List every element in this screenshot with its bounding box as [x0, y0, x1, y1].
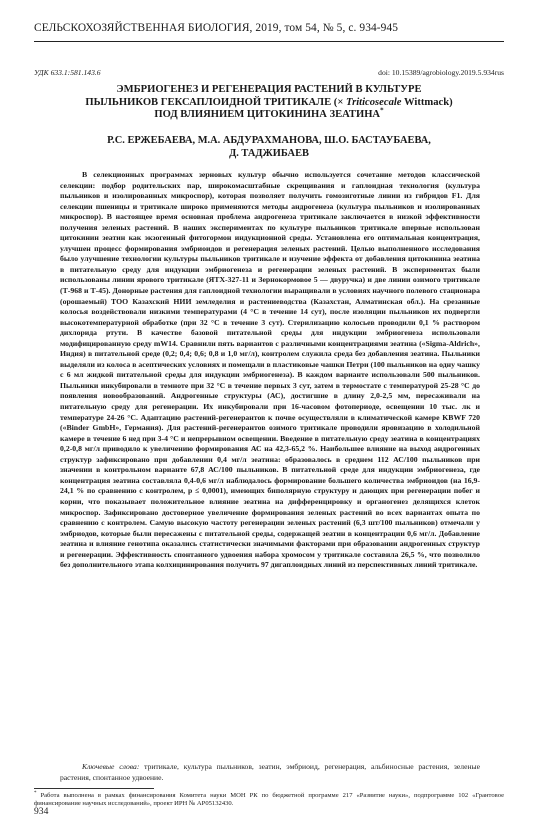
header-divider: [34, 41, 504, 42]
doi-link[interactable]: doi: 10.15389/agrobiology.2019.5.934rus: [378, 68, 504, 77]
article-title: [34, 84, 504, 122]
title-latin-name: Triticosecale: [346, 96, 402, 108]
udk-code: УДК 633.1:581.143.6: [34, 68, 101, 77]
keywords: [60, 762, 480, 783]
abstract-text: В селекционных программах зерновых культур обычно используется сочетание методов классической селекции: подбор родительских пар, широкомасштабные скрещивания и гаплоидная технология (культура пыльников и изолированных микроспор), которая позволяет получить гомозиготные линии из гибридов F1. Для селекции пшеницы и тритикале широко применяются методы андрогенеза (культура пыльников и изолированных микроспор). В настоящее время основная проблема андрогенеза тритикале заключается в низкой эффективности получения зеленых растений. В наших экспериментах по культуре пыльников тритикале впервые использован цитокинин зеатин как экзогенный фитогормон индукционной среды. Установлена его оптимальная концентрация, улучшен процесс формирования эмбриоидов и регенерация зеленых растений. Целью выполненного исследования было улучшение технологии культуры пыльников тритикале и изучение эффекта от добавления цитокинина зеатина в питательную среду для индукции эмбриогенеза и регенерации зеленых растений. В экспериментах были использованы линии ярового тритикале (ЯТХ-327-11 и Зернокормовое 5 — двуручка) и две линии озимого тритикале (Т-968 и Т-45). Донорные растения для гаплоидной технологии выращивали в условиях научного полевого стационара (орошаемый) ТОО Казахский НИИ земледелия и растениеводства (Казахстан, Алматинская обл.). На срезанные колосья воздействовали низкими температурами (4 °С в течение 14 сут), после изоляции пыльников их подвергли высокотемпературной обработке (при 32 °С в течение 3 сут). Стерилизацию колосьев проводили 0,1 % раствором дихлорида ртути. В качестве базовой питательной среды для индукции эмбриогенеза использовали модифицированную среду mW14. Сравнили пять вариантов с различными концентрациями зеатина («Sigma-Aldrich», Индия) в питательной среде (0,2; 0,4; 0,6; 0,8 и 1,0 мг/л), контролем служила среда без добавления зеатина. Пыльники выделяли из колоса в асептических условиях и помещали в пластиковые чашки Петри (100 пыльников на одну чашку с 6 мл жидкой питательной среды для индукции эмбриогенеза). В каждом варианте использовали 500 пыльников. Пыльники инкубировали в темноте при 32 °С в течение первых 3 сут, затем в термостате с температурой 25-28 °С до появления новообразований. Андрогенные структуры (АС), достигшие в длину 2,0-2,5 мм, пересаживали на питательную среду для регенерации. Их инкубировали при 16-часовом фотопериоде, освещении 10 тыс. лк и температуре 24-26 °С. Адаптацию растений-регенерантов к почве осуществляли в климатической камере KBWF 720 («Binder GmbH», Германия). Для растений-регенерантов озимого тритикале проводили яровизацию в холодильной камере в течение 6 нед при 3-4 °С и непрерывном освещении. Введение в питательную среду зеатина в концентрациях 0,2-0,8 мг/л приводило к увеличению формирования АС на 42,3-65,2 %. Наибольшее влияние на выход андрогенных структур зафиксировано при добавлении 0,4 мг/л зеатина: образовалось в среднем 112 АС/100 пыльников при значении в контрольном варианте 67,8 АС/100 пыльников. В питательной среде для индукции эмбриогенеза, где концентрация зеатина составляла 0,4-0,6 мг/л наблюдалось формирование большего количества эмбриоидов (на 16,9-24,1 % по сравнению с контролем, p ≤ 0,0001), имеющих биполярную структуру и дающих при регенерации побег и корни, что показывает положительное влияние зеатина на дифференцировку и органогенез делящихся клеток микроспор. Зафиксировано достоверное увеличение формирования зеленых растений во всех вариантах опыта по сравнению с контролем. Самую высокую частоту регенерации зеленых растений (6,3 шт/100 пыльников) отмечали у эмбриодов, которые были пересажены с питательной среды, содержащей зеатин в концентрации 0,6 мг/л. Добавление зеатина и влияние генотипа оказались статистически значимыми факторами при образовании андрогенных структур и регенерации. Эффективность спонтанного удвоения набора хромосом у тритикале составила 26,5 %, что позволило без дополнительного этапа колхицинирования получить 97 дигаплоидных линий из перспективных линий тритикале.: [60, 170, 480, 570]
running-head: СЕЛЬСКОХОЗЯЙСТВЕННАЯ БИОЛОГИЯ, 2019, том 54, № 5, с. 934-945: [34, 22, 399, 34]
footnote-divider: [34, 788, 154, 789]
title-line-3: [34, 106, 504, 122]
title-line-2: [34, 97, 504, 110]
funding-footnote: [34, 792, 504, 809]
title-line-2-prefix: ПЫЛЬНИКОВ ГЕКСАПЛОИДНОЙ ТРИТИКАЛЕ (×: [85, 96, 347, 108]
page-number: 934: [34, 806, 49, 817]
authors-line-1: Р.С. ЕРЖЕБАЕВА, М.А. АБДУРАХМАНОВА, Ш.О. БАСТАУБАЕВА,: [107, 135, 431, 146]
title-line-1: ЭМБРИОГЕНЕЗ И РЕГЕНЕРАЦИЯ РАСТЕНИЙ В КУЛЬТУРЕ: [116, 84, 422, 95]
authors-line-2: Д. ТАДЖИБАЕВ: [229, 147, 309, 159]
title-line-3-text: ПОД ВЛИЯНИЕМ ЦИТОКИНИНА ЗЕАТИНА: [154, 109, 381, 121]
footnote-marker: *: [34, 790, 37, 796]
author-list: [34, 135, 504, 160]
abstract: [60, 170, 480, 571]
title-footnote-marker[interactable]: *: [380, 106, 384, 115]
footnote-text: Работа выполнена в рамках финансирования Комитета науки МОН РК по бюджетной программе 217 «Развитие науки», подпрограмме 102 «Грантовое финансирование научных исследований», проект ИРН № AP05132430.: [34, 792, 504, 808]
title-line-2-suffix: Wittmack): [401, 96, 453, 108]
keywords-text: тритикале, культура пыльников, зеатин, эмбриоид, регенерация, альбиносные растения, зеленые растения, спонтанное удвоение.: [60, 762, 480, 782]
keywords-label: Ключевые слова:: [82, 762, 140, 771]
